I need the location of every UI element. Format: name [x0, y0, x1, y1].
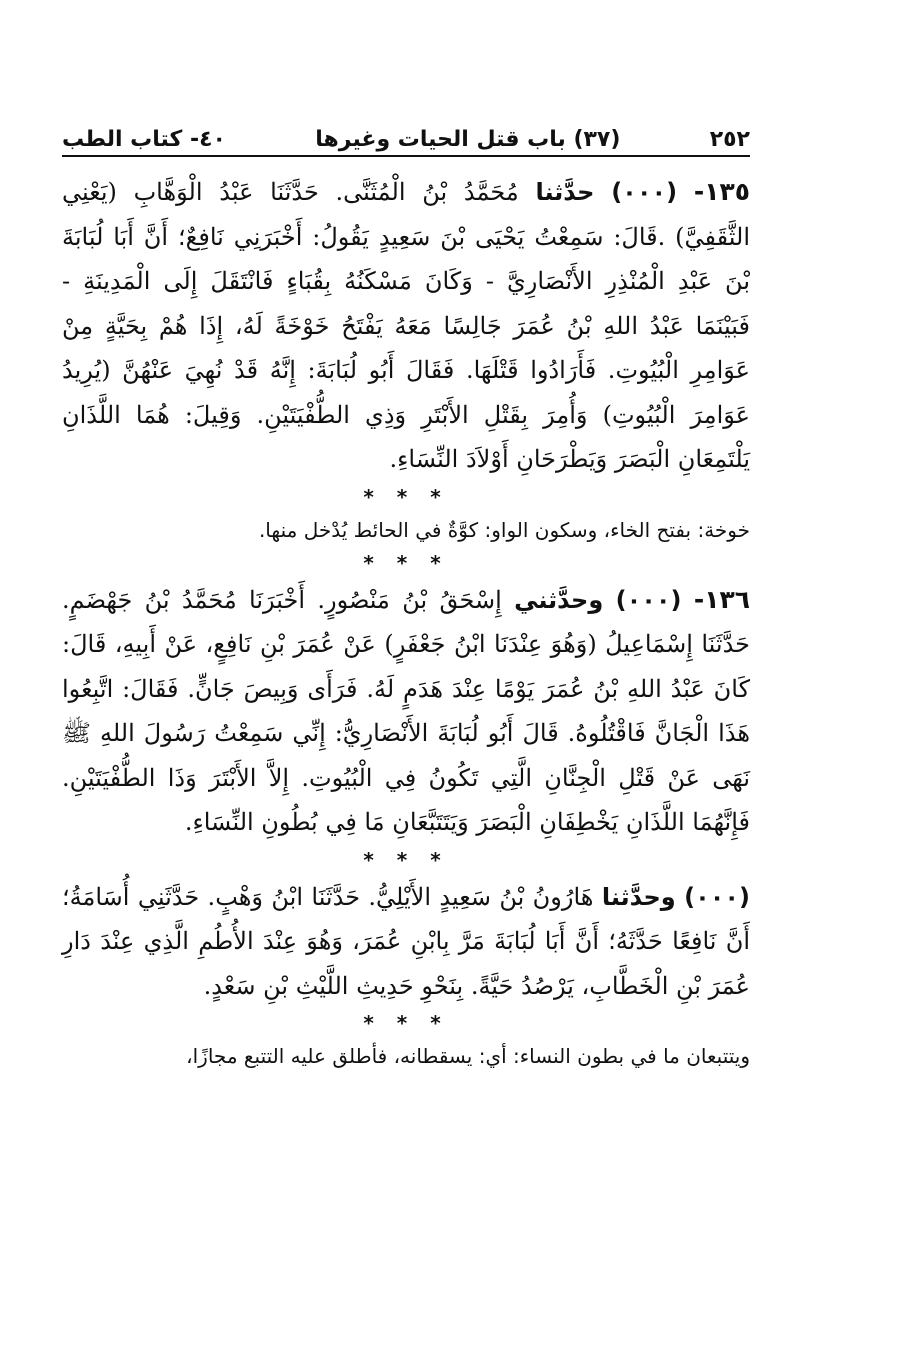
- hadith-code: (٠٠٠): [611, 178, 678, 206]
- separator: * * *: [363, 550, 449, 575]
- footnote-khawkha: خوخة: بفتح الخاء، وسكون الواو: كوَّةٌ في الحائط يُدْخل منها.: [258, 517, 750, 542]
- page-number: ٢٥٢: [709, 127, 750, 152]
- page-body: [62, 170, 750, 1074]
- hadith-136: [62, 578, 750, 845]
- running-header: [62, 112, 750, 152]
- chain-word: حدَّثنا: [535, 178, 595, 206]
- hadith-unnumbered: [62, 875, 750, 1009]
- hadith-code: (٠٠٠): [615, 585, 682, 614]
- hadith-code: (٠٠٠): [684, 882, 750, 911]
- hadith-text: مُحَمَّدُ بْنُ الْمُثَنَّى. حَدَّثَنَا عَبْدُ الْوَهَّابِ (يَعْنِي الثَّقَفِيَّ) .قَالَ: سَمِعْتُ يَحْيَى بْنَ سَعِيدٍ يَقُولُ: أَخْبَرَنِي نَافِعٌ؛ أَنَّ أَبَا لُبَابَةَ بْنَ عَبْدِ الْمُنْذِرِ الأَنْصَارِيَّ - وَكَانَ مَسْكَنُهُ بِقُبَاءٍ فَانْتَقَلَ إِلَى الْمَدِينَةِ - فَبَيْنَمَا عَبْدُ اللهِ بْنُ عُمَرَ جَالِسًا مَعَهُ يَفْتَحُ خَوْخَةً لَهُ، إِذَا هُمْ بِحَيَّةٍ مِنْ عَوَامِرِ الْبُيُوتِ. فَأَرَادُوا قَتْلَهَا. فَقَالَ أَبُو لُبَابَةَ: إِنَّهُ قَدْ نُهِيَ عَنْهُنَّ (يُرِيدُ عَوَامِرَ الْبُيُوتِ) وَأُمِرَ بِقَتْلِ الأَبْتَرِ وَذِي الطُّفْيَتَيْنِ. وَقِيلَ: هُمَا اللَّذَانِ يَلْتَمِعَانِ الْبَصَرَ وَيَطْرَحَانِ أَوْلاَدَ النِّسَاءِ.: [62, 178, 750, 473]
- separator: * * *: [363, 484, 449, 509]
- hadith-number: ١٣٦-: [693, 584, 750, 614]
- footnote-yatatabba-an: ويتتبعان ما في بطون النساء: أي: يسقطانه، فأطلق عليه التتبع مجازًا،: [186, 1044, 750, 1068]
- chain-word: وحدَّثنا: [601, 882, 676, 911]
- hadith-135: [62, 170, 750, 482]
- hadith-text: هَارُونُ بْنُ سَعِيدٍ الأَيْلِيُّ. حَدَّثَنَا ابْنُ وَهْبٍ. حَدَّثَنِي أُسَامَةُ؛ أَنَّ نَافِعًا حَدَّثَهُ؛ أَنَّ أَبَا لُبَابَةَ مَرَّ بِابْنِ عُمَرَ، وَهُوَ عِنْدَ الأُطُمِ الَّذِي عِنْدَ دَارِ عُمَرَ بْنِ الْخَطَّابِ، يَرْصُدُ حَيَّةً. بِنَحْوِ حَدِيثِ اللَّيْثِ بْنِ سَعْدٍ.: [62, 882, 750, 1000]
- separator: * * *: [363, 847, 449, 872]
- separator: * * *: [363, 1011, 449, 1035]
- hadith-text: إِسْحَقُ بْنُ مَنْصُورٍ. أَخْبَرَنَا مُحَمَّدُ بْنُ جَهْضَمٍ. حَدَّثَنَا إِسْمَاعِيلُ (وَهُوَ عِنْدَنَا ابْنُ جَعْفَرٍ) عَنْ عُمَرَ بْنِ نَافِعٍ، عَنْ أَبِيهِ، قَالَ: كَانَ عَبْدُ اللهِ بْنُ عُمَرَ يَوْمًا عِنْدَ هَدَمٍ لَهُ. فَرَأَى وَبِيصَ جَانٍّ. فَقَالَ: اتَّبِعُوا هَذَا الْجَانَّ فَاقْتُلُوهُ. قَالَ أَبُو لُبَابَةَ الأَنْصَارِيُّ: إِنِّي سَمِعْتُ رَسُولَ اللهِ ﷺ نَهَى عَنْ قَتْلِ الْجِنَّانِ الَّتِي تَكُونُ فِي الْبُيُوتِ. إِلاَّ الأَبْتَرَ وَذَا الطُّفْيَتَيْنِ. فَإِنَّهُمَا اللَّذَانِ يَخْطِفَانِ الْبَصَرَ وَيَتَتَبَّعَانِ مَا فِي بُطُونِ النِّسَاءِ.: [62, 585, 750, 836]
- chapter-title: (٣٧) باب قتل الحيات وغيرها: [315, 127, 621, 152]
- book-title: ٤٠- كتاب الطب: [62, 127, 226, 152]
- hadith-number: ١٣٥-: [693, 177, 750, 206]
- chain-word: وحدَّثني: [514, 585, 604, 614]
- header-rule: [62, 155, 750, 157]
